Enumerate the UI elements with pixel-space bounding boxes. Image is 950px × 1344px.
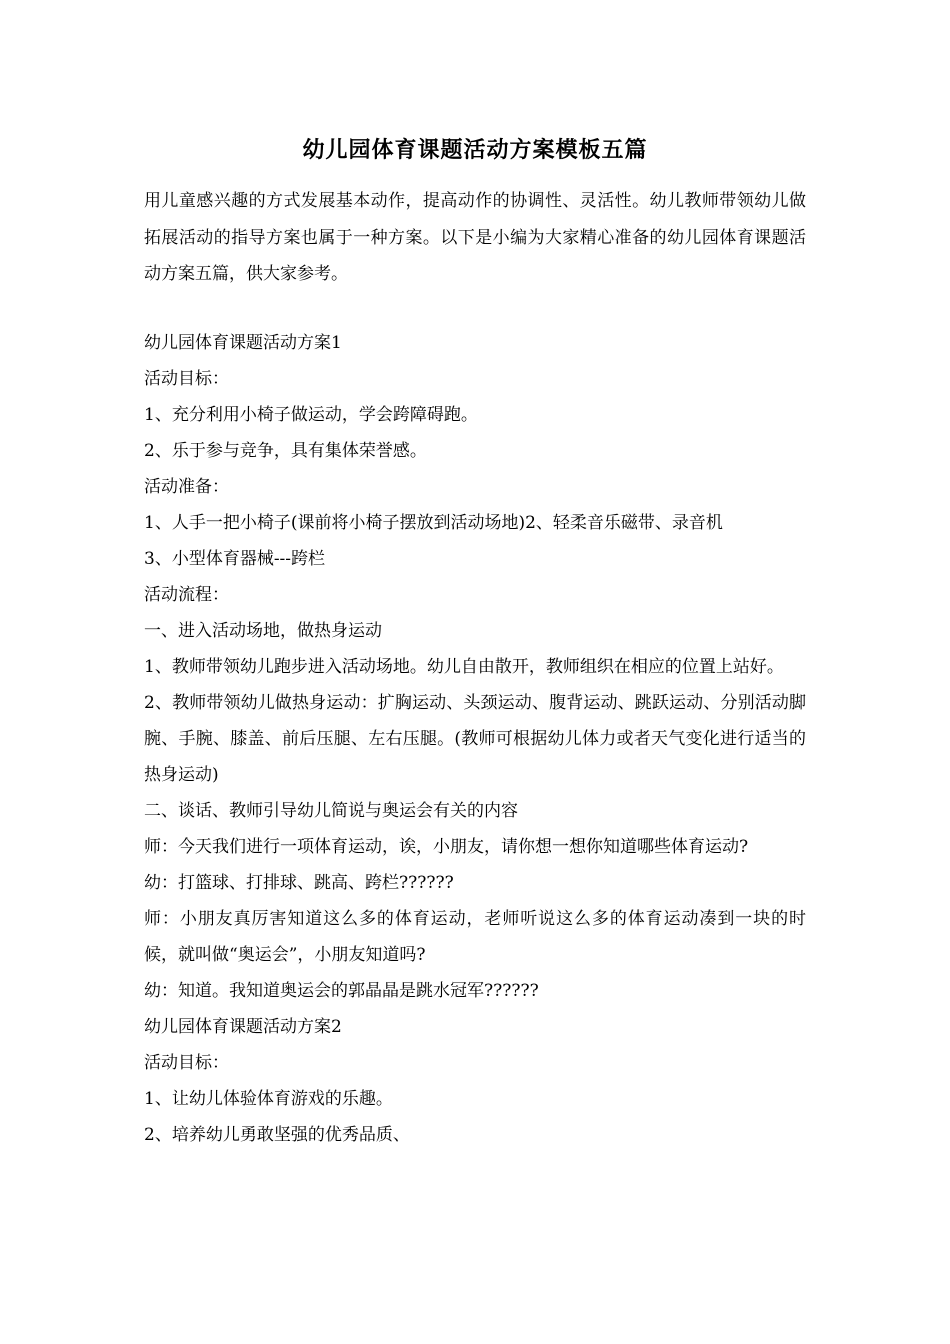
section-heading: 幼儿园体育课题活动方案1 [144,333,342,353]
paragraph: 1、教师带领幼儿跑步进入活动场地。幼儿自由散开，教师组织在相应的位置上站好。 [144,657,784,677]
paragraph: 一、进入活动场地，做热身运动 [144,621,382,641]
paragraph: 幼：打篮球、打排球、跳高、跨栏?????? [144,873,454,893]
paragraph: 活动目标： [144,1053,229,1073]
paragraph: 3、小型体育器械---跨栏 [144,549,326,569]
paragraph: 1、人手一把小椅子(课前将小椅子摆放到活动场地)2、轻柔音乐磁带、录音机 [144,513,723,533]
paragraph: 二、谈话、教师引导幼儿简说与奥运会有关的内容 [144,801,518,821]
paragraph: 2、乐于参与竞争，具有集体荣誉感。 [144,441,427,461]
paragraph: 1、让幼儿体验体育游戏的乐趣。 [144,1089,393,1109]
paragraph: 幼：知道。我知道奥运会的郭晶晶是跳水冠军?????? [144,981,539,1001]
paragraph: 师：小朋友真厉害知道这么多的体育运动，老师听说这么多的体育运动凑到一块的时候，就叫做“奥运会”，小朋友知道吗? [144,909,806,965]
paragraph: 活动目标： [144,369,229,389]
paragraph: 活动流程： [144,585,229,605]
paragraph: 2、培养幼儿勇敢坚强的优秀品质、 [144,1125,410,1145]
section-heading: 幼儿园体育课题活动方案2 [144,1017,342,1037]
paragraph: 师：今天我们进行一项体育运动，诶，小朋友，请你想一想你知道哪些体育运动? [144,837,749,857]
document-body [144,325,806,1153]
intro-paragraph: 用儿童感兴趣的方式发展基本动作，提高动作的协调性、灵活性。幼儿教师带领幼儿做拓展活动的指导方案也属于一种方案。以下是小编为大家精心准备的幼儿园体育课题活动方案五篇，供大家参考。 [144,191,806,284]
paragraph: 1、充分利用小椅子做运动，学会跨障碍跑。 [144,405,478,425]
paragraph: 活动准备： [144,477,229,497]
document-title: 幼儿园体育课题活动方案模板五篇 [302,137,648,163]
paragraph: 2、教师带领幼儿做热身运动：扩胸运动、头颈运动、腹背运动、跳跃运动、分别活动脚腕、手腕、膝盖、前后压腿、左右压腿。(教师可根据幼儿体力或者天气变化进行适当的热身运动) [144,693,806,785]
